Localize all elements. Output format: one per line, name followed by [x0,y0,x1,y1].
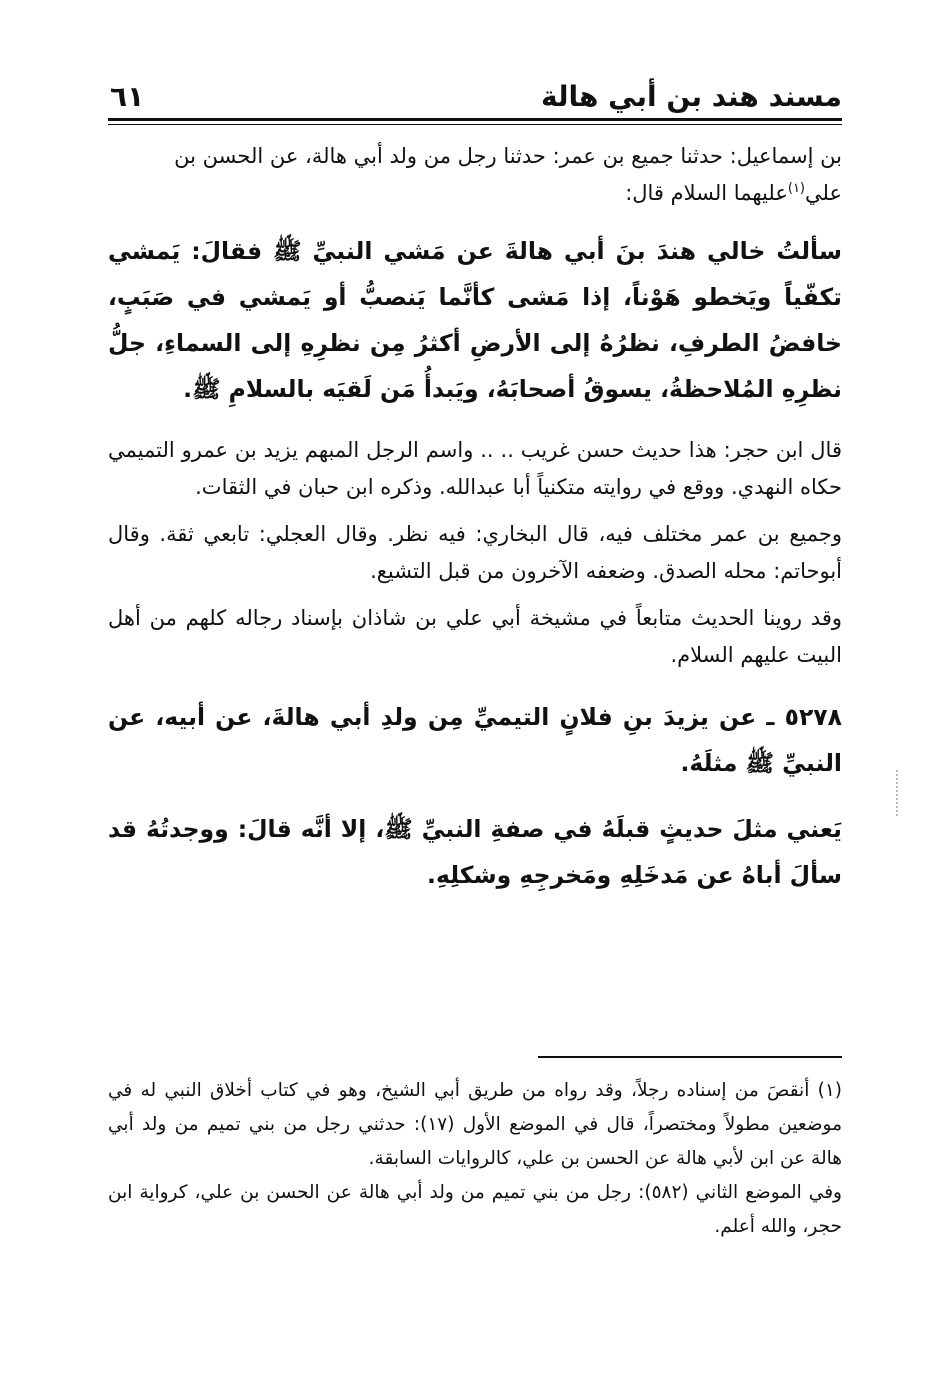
header-rule-thick [108,118,842,121]
isnad-line-2a: علي [805,181,842,205]
page-header [108,76,842,116]
isnad-line-2b: عليهما السلام قال: [625,181,788,205]
margin-mark [896,770,900,816]
commentary-paragraph-1: قال ابن حجر: هذا حديث حسن غريب .. .. واسم الرجل المبهم يزيد بن عمرو التميمي حكاه النهدي. ووقع في روايته متكنياً أبا عبدالله. وذكره ابن حبان في الثقات. [108,438,842,499]
hadith-text-1: سألتُ خالي هندَ بنَ أبي هالةَ عن مَشي النبيِّ ﷺ فقالَ: يَمشي تكفّياً ويَخطو هَوْناً، إذا مَشى كأنَّما يَنصبُّ أو يَمشي في صَبَبٍ، خافضُ الطرفِ، نظرُهُ إلى الأرضِ أكثرُ مِن نظرِهِ إلى السماءِ، جلُّ نظرِهِ المُلاحظةُ، يسوقُ أصحابَهُ، ويَبدأُ مَن لَقيَه بالسلامِ ﷺ. [108,237,842,403]
footnote-1: (١) أنقصَ من إسناده رجلاً، وقد رواه من طريق أبي الشيخ، وهو في كتاب أخلاق النبي له في موضعين مطولاً ومختصراً، قال في الموضع الأول (١٧): حدثني رجل من بني تميم من ولد أبي هالة عن ابن لأبي هالة عن الحسن بن علي، كالروايات السابقة. [108,1080,843,1169]
commentary-paragraph-2: وجميع بن عمر مختلف فيه، قال البخاري: فيه نظر. وقال العجلي: تابعي ثقة. وقال أبوحاتم: محله الصدق. وضعفه الآخرون من قبل التشيع. [108,522,842,583]
footnote-separator [538,1056,842,1058]
hadith-text-3: يَعني مثلَ حديثٍ قبلَهُ في صفةِ النبيِّ ﷺ، إلا أنَّه قالَ: ووجدتُهُ قد سألَ أباهُ عن مَدخَلِهِ ومَخرجِهِ وشكلِهِ. [108,815,842,889]
commentary-paragraph-3: وقد روينا الحديث متابعاً في مشيخة أبي علي بن شاذان بإسناد رجاله كلهم من أهل البيت عليهم السلام. [108,606,842,667]
running-title: مسند هند بن أبي هالة [540,80,842,113]
main-text [108,138,842,898]
header-rule-thin [108,124,842,125]
footnote-ref[interactable]: (١) [787,181,805,196]
hadith-text-2: ٥٢٧٨ ـ عن يزيدَ بنِ فلانٍ التيميِّ مِن ولدِ أبي هالةَ، عن أبيه، عن النبيِّ ﷺ مثلَهُ. [108,703,842,777]
isnad-line-1: بن إسماعيل: حدثنا جميع بن عمر: حدثنا رجل من ولد أبي هالة، عن الحسن بن [174,144,842,168]
footnote-1-continued: وفي الموضع الثاني (٥٨٢): رجل من بني تميم من ولد أبي هالة عن الحسن بن علي، كرواية ابن حجر، والله أعلم. [108,1182,842,1237]
footnotes [108,1074,842,1244]
page-number: ٦١ [110,80,145,113]
isnad-paragraph [108,138,842,212]
